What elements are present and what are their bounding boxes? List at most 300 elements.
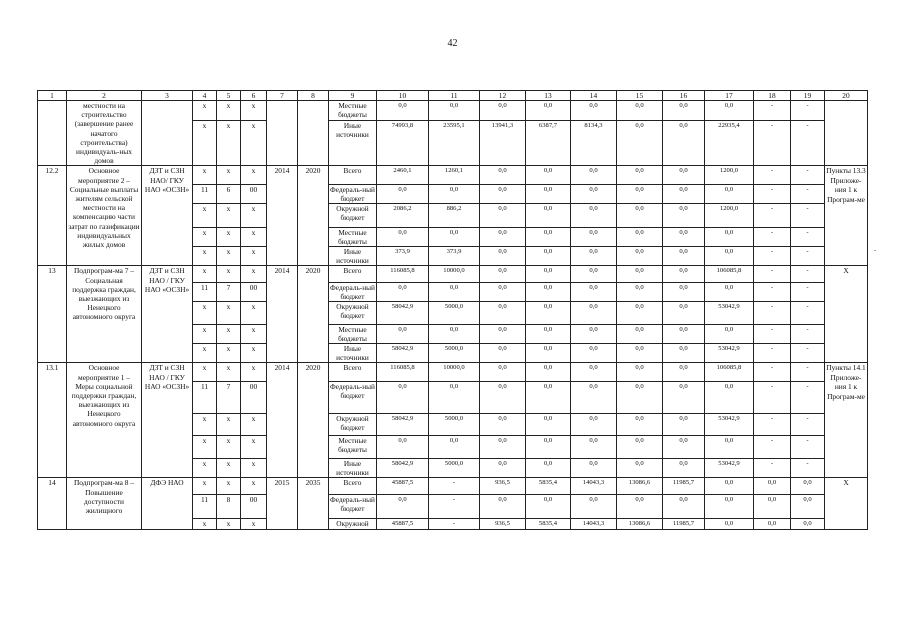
row-number: 12.2 — [38, 166, 67, 266]
margin-mark: . — [874, 244, 876, 253]
funding-source: Всего — [329, 266, 377, 283]
value-cell: 0,0 — [480, 436, 526, 459]
value-cell: - — [754, 166, 791, 185]
code-cell: 00 — [241, 495, 267, 519]
value-cell: - — [791, 363, 825, 382]
code-cell: 11 — [193, 382, 217, 414]
code-cell: 8 — [217, 495, 241, 519]
value-cell: 106085,8 — [705, 363, 754, 382]
funding-source: Федераль-ный бюджет — [330, 283, 375, 302]
value-cell: 0,0 — [754, 478, 791, 495]
value-cell: 0,0 — [571, 325, 617, 344]
value-cell: - — [791, 185, 825, 204]
value-cell: 0,0 — [526, 382, 571, 414]
column-header: 9 — [329, 91, 377, 101]
code-cell: x — [217, 204, 241, 228]
value-cell: 5000,0 — [429, 414, 480, 436]
value-cell: 0,0 — [429, 101, 480, 121]
funding-source: Всего — [329, 363, 377, 382]
code-cell: x — [241, 519, 267, 530]
code-cell: x — [241, 363, 267, 382]
value-cell: 0,0 — [571, 101, 617, 121]
value-cell: 0,0 — [480, 101, 526, 121]
value-cell: 936,5 — [480, 519, 526, 530]
value-cell: - — [791, 204, 825, 228]
value-cell: 0,0 — [663, 228, 705, 247]
code-cell: x — [193, 101, 217, 121]
value-cell: 0,0 — [617, 344, 663, 363]
column-header: 3 — [142, 91, 193, 101]
funding-source: Иные источники — [329, 247, 377, 266]
note-cell: Пункты 13.3 Приложе-ния 1 к Програм-ме — [825, 166, 868, 266]
code-cell: 7 — [217, 283, 241, 302]
value-cell: 0,0 — [526, 344, 571, 363]
value-cell: 0,0 — [663, 166, 705, 185]
value-cell: 0,0 — [571, 204, 617, 228]
value-cell: 10000,0 — [429, 363, 480, 382]
value-cell: - — [791, 166, 825, 185]
value-cell: 0,0 — [663, 283, 705, 302]
code-cell: x — [193, 247, 217, 266]
value-cell: 0,0 — [754, 495, 791, 519]
column-header: 10 — [377, 91, 429, 101]
code-cell: x — [217, 344, 241, 363]
value-cell: 58042,9 — [377, 414, 429, 436]
value-cell: - — [429, 495, 480, 519]
funding-source: Иные источники — [329, 459, 377, 478]
value-cell: 0,0 — [480, 495, 526, 519]
executor-cell: ДЗТ и СЗН НАО / ГКУ НАО «ОСЗН» — [142, 363, 193, 478]
value-cell: 22935,4 — [705, 120, 754, 166]
value-cell: 14043,3 — [571, 519, 617, 530]
value-cell: 0,0 — [429, 325, 480, 344]
code-cell: x — [217, 519, 241, 530]
value-cell: 0,0 — [429, 228, 480, 247]
code-cell: 11 — [193, 283, 217, 302]
value-cell: - — [791, 459, 825, 478]
value-cell: 0,0 — [791, 495, 825, 519]
value-cell: 0,0 — [617, 185, 663, 204]
executor-cell: ДЗТ и СЗН НАО/ ГКУ НАО «ОСЗН» — [142, 166, 193, 266]
value-cell: 0,0 — [705, 519, 754, 530]
value-cell: 0,0 — [571, 166, 617, 185]
row-description: Подпрограм-ма 7 – Социальная поддержка граждан, выезжающих из Ненецкого автономного округа — [67, 266, 142, 363]
column-header: 17 — [705, 91, 754, 101]
value-cell: 58042,9 — [377, 344, 429, 363]
code-cell: x — [193, 459, 217, 478]
value-cell: 0,0 — [571, 247, 617, 266]
value-cell: 0,0 — [617, 204, 663, 228]
code-cell: x — [241, 166, 267, 185]
value-cell: 58042,9 — [377, 302, 429, 325]
value-cell: 0,0 — [480, 363, 526, 382]
value-cell: 0,0 — [480, 344, 526, 363]
funding-source: Местные бюджеты — [329, 325, 377, 344]
value-cell: 23595,1 — [429, 120, 480, 166]
value-cell: - — [791, 302, 825, 325]
value-cell: 0,0 — [663, 459, 705, 478]
table-row — [38, 363, 868, 382]
value-cell: 0,0 — [663, 344, 705, 363]
value-cell: 8134,3 — [571, 120, 617, 166]
row-description: местности на строительство (завершение ранее начатого строительства) индивидуаль-ных домов — [67, 101, 142, 166]
column-header: 7 — [267, 91, 298, 101]
note-cell: Пункты 14.1 Приложе-ния 1 к Програм-ме — [825, 363, 868, 478]
value-cell: - — [791, 382, 825, 414]
code-cell: x — [217, 363, 241, 382]
code-cell: x — [193, 120, 217, 166]
funding-source: Федераль-ный бюджет — [329, 495, 377, 519]
table-row — [38, 101, 868, 121]
value-cell: 0,0 — [663, 302, 705, 325]
code-cell: 11 — [193, 495, 217, 519]
code-cell: x — [217, 325, 241, 344]
row-description: Подпрограм-ма 8 – Повышение доступности жилищного — [67, 478, 142, 530]
budget-table — [37, 90, 868, 530]
value-cell: 0,0 — [705, 382, 754, 414]
value-cell: 0,0 — [571, 363, 617, 382]
end-year: 2020 — [298, 166, 329, 266]
value-cell: 0,0 — [617, 325, 663, 344]
value-cell: - — [791, 101, 825, 121]
value-cell: 0,0 — [571, 495, 617, 519]
value-cell: 53042,9 — [705, 414, 754, 436]
value-cell: 0,0 — [377, 382, 429, 414]
code-cell: 6 — [217, 185, 241, 204]
value-cell: 0,0 — [663, 204, 705, 228]
value-cell: 0,0 — [571, 436, 617, 459]
code-cell: x — [241, 247, 267, 266]
value-cell: 0,0 — [617, 459, 663, 478]
value-cell: 0,0 — [663, 185, 705, 204]
code-cell: x — [217, 302, 241, 325]
value-cell: 0,0 — [377, 283, 429, 302]
value-cell: 0,0 — [617, 382, 663, 414]
value-cell: 0,0 — [617, 247, 663, 266]
value-cell: - — [754, 414, 791, 436]
row-number: 13.1 — [38, 363, 67, 478]
value-cell: 0,0 — [663, 363, 705, 382]
value-cell: 0,0 — [791, 478, 825, 495]
value-cell: - — [791, 344, 825, 363]
value-cell: - — [754, 459, 791, 478]
row-description: Основное мероприятие 1 – Меры социальной поддержки граждан, выезжающих из Ненецкого автономного округа — [67, 363, 142, 478]
value-cell: 0,0 — [429, 436, 480, 459]
value-cell: 0,0 — [617, 101, 663, 121]
executor-cell: ДЗТ и СЗН НАО / ГКУ НАО «ОСЗН» — [142, 266, 193, 363]
column-header: 18 — [754, 91, 791, 101]
value-cell: 53042,9 — [705, 302, 754, 325]
code-cell: x — [241, 325, 267, 344]
value-cell: 0,0 — [705, 478, 754, 495]
value-cell: 0,0 — [571, 344, 617, 363]
start-year: 2014 — [267, 266, 298, 363]
note-cell — [825, 101, 868, 166]
code-cell: x — [193, 414, 217, 436]
code-cell: x — [193, 478, 217, 495]
value-cell: 0,0 — [480, 228, 526, 247]
funding-source: Местные бюджеты — [329, 228, 377, 247]
value-cell: - — [429, 519, 480, 530]
value-cell: 0,0 — [480, 166, 526, 185]
value-cell: - — [754, 344, 791, 363]
value-cell: 0,0 — [663, 325, 705, 344]
column-header: 11 — [429, 91, 480, 101]
code-cell: x — [193, 519, 217, 530]
value-cell: 106085,8 — [705, 266, 754, 283]
value-cell: 6387,7 — [526, 120, 571, 166]
value-cell: 13086,6 — [617, 519, 663, 530]
value-cell: 1200,0 — [705, 166, 754, 185]
code-cell: x — [193, 325, 217, 344]
value-cell: 0,0 — [429, 382, 480, 414]
value-cell: - — [754, 363, 791, 382]
code-cell: x — [217, 101, 241, 121]
value-cell: - — [791, 228, 825, 247]
row-number: 14 — [38, 478, 67, 530]
code-cell: x — [241, 344, 267, 363]
value-cell: 116085,8 — [377, 363, 429, 382]
column-header: 4 — [193, 91, 217, 101]
code-cell: x — [193, 204, 217, 228]
value-cell: 0,0 — [480, 247, 526, 266]
code-cell: x — [193, 363, 217, 382]
code-cell: x — [217, 228, 241, 247]
column-header: 20 — [825, 91, 868, 101]
code-cell: x — [193, 436, 217, 459]
start-year: 2015 — [267, 478, 298, 530]
value-cell: 0,0 — [791, 519, 825, 530]
executor-cell: ДФЭ НАО — [142, 478, 193, 530]
value-cell: 5835,4 — [526, 478, 571, 495]
value-cell: - — [791, 436, 825, 459]
code-cell: x — [241, 302, 267, 325]
funding-source: Иные источники — [329, 344, 377, 363]
code-cell: x — [241, 204, 267, 228]
value-cell: 5000,0 — [429, 302, 480, 325]
funding-source: Окружной бюджет — [329, 204, 377, 228]
code-cell: x — [241, 266, 267, 283]
value-cell: 0,0 — [526, 228, 571, 247]
value-cell: 5000,0 — [429, 459, 480, 478]
value-cell: 0,0 — [526, 436, 571, 459]
funding-source: Федераль-ный бюджет — [329, 382, 377, 414]
value-cell: 0,0 — [526, 302, 571, 325]
value-cell: 0,0 — [526, 166, 571, 185]
value-cell: 0,0 — [571, 266, 617, 283]
funding-source: Окружной бюджет — [329, 414, 377, 436]
value-cell: 0,0 — [617, 283, 663, 302]
code-cell: x — [217, 414, 241, 436]
value-cell: 13086,6 — [617, 478, 663, 495]
value-cell: 0,0 — [663, 247, 705, 266]
code-cell: x — [241, 101, 267, 121]
column-header: 6 — [241, 91, 267, 101]
value-cell: 0,0 — [571, 283, 617, 302]
value-cell: 0,0 — [705, 228, 754, 247]
value-cell: 0,0 — [617, 166, 663, 185]
value-cell: - — [429, 478, 480, 495]
column-header: 19 — [791, 91, 825, 101]
column-header: 5 — [217, 91, 241, 101]
column-header: 16 — [663, 91, 705, 101]
code-cell: x — [193, 302, 217, 325]
table-row — [38, 266, 868, 283]
funding-source: Всего — [329, 478, 377, 495]
value-cell: 0,0 — [663, 120, 705, 166]
value-cell: 0,0 — [663, 414, 705, 436]
value-cell: 0,0 — [617, 363, 663, 382]
value-cell: 0,0 — [617, 414, 663, 436]
code-cell: x — [217, 120, 241, 166]
table-row — [38, 166, 868, 185]
value-cell: 58042,9 — [377, 459, 429, 478]
value-cell: 45887,5 — [377, 478, 429, 495]
row-description: Основное мероприятие 2 – Социальные выплаты жителям сельской местности на компенсацию части затрат по газификации индивидуальных жилых домов — [67, 166, 142, 266]
value-cell: 373,9 — [429, 247, 480, 266]
value-cell: 0,0 — [571, 459, 617, 478]
funding-source: Всего — [329, 166, 377, 185]
value-cell: 0,0 — [526, 283, 571, 302]
value-cell: - — [754, 120, 791, 166]
value-cell: 11985,7 — [663, 519, 705, 530]
value-cell: - — [754, 228, 791, 247]
value-cell: 2460,1 — [377, 166, 429, 185]
value-cell: 0,0 — [526, 101, 571, 121]
value-cell: - — [791, 266, 825, 283]
code-cell: x — [193, 266, 217, 283]
value-cell: 0,0 — [571, 185, 617, 204]
value-cell: 0,0 — [617, 495, 663, 519]
value-cell: 0,0 — [480, 302, 526, 325]
value-cell: - — [754, 185, 791, 204]
value-cell: 53042,9 — [705, 459, 754, 478]
code-cell: 7 — [217, 382, 241, 414]
end-year: 2020 — [298, 363, 329, 478]
value-cell: 0,0 — [377, 495, 429, 519]
value-cell: 2086,2 — [377, 204, 429, 228]
value-cell: 0,0 — [663, 495, 705, 519]
value-cell: 116085,8 — [377, 266, 429, 283]
funding-source: Иные источники — [329, 120, 377, 166]
value-cell: 0,0 — [526, 266, 571, 283]
row-number: 13 — [38, 266, 67, 363]
code-cell: x — [241, 228, 267, 247]
value-cell: 936,5 — [480, 478, 526, 495]
value-cell: 0,0 — [705, 185, 754, 204]
value-cell: - — [754, 247, 791, 266]
note-cell: Х — [825, 478, 868, 530]
code-cell: 00 — [241, 382, 267, 414]
value-cell: 0,0 — [571, 302, 617, 325]
funding-source: Окружной — [329, 519, 377, 530]
code-cell: x — [217, 166, 241, 185]
code-cell: x — [217, 478, 241, 495]
value-cell: 0,0 — [526, 204, 571, 228]
value-cell: 0,0 — [663, 101, 705, 121]
table-row — [38, 478, 868, 495]
value-cell: 0,0 — [480, 283, 526, 302]
funding-source: Местные бюджеты — [329, 101, 377, 121]
value-cell: 5000,0 — [429, 344, 480, 363]
code-cell: x — [217, 247, 241, 266]
value-cell: 0,0 — [705, 325, 754, 344]
header-row — [38, 91, 868, 101]
value-cell: - — [754, 266, 791, 283]
value-cell: - — [791, 325, 825, 344]
start-year — [267, 101, 298, 166]
value-cell: 11985,7 — [663, 478, 705, 495]
column-header: 15 — [617, 91, 663, 101]
value-cell: 0,0 — [480, 266, 526, 283]
column-header: 8 — [298, 91, 329, 101]
value-cell: 0,0 — [617, 266, 663, 283]
value-cell: 0,0 — [617, 436, 663, 459]
column-header: 14 — [571, 91, 617, 101]
funding-source: Окружной бюджет — [329, 302, 377, 325]
column-header: 1 — [38, 91, 67, 101]
code-cell: 00 — [241, 283, 267, 302]
value-cell: 45887,5 — [377, 519, 429, 530]
value-cell: 1260,1 — [429, 166, 480, 185]
value-cell: 0,0 — [617, 228, 663, 247]
note-cell: Х — [825, 266, 868, 363]
value-cell: - — [754, 283, 791, 302]
value-cell: - — [791, 120, 825, 166]
value-cell: - — [791, 414, 825, 436]
value-cell: 0,0 — [480, 325, 526, 344]
code-cell: 11 — [193, 185, 217, 204]
value-cell: - — [791, 247, 825, 266]
value-cell: - — [754, 382, 791, 414]
end-year — [298, 101, 329, 166]
value-cell: 0,0 — [705, 283, 754, 302]
page-number: 42 — [447, 38, 458, 49]
value-cell: 0,0 — [526, 414, 571, 436]
value-cell: 0,0 — [571, 228, 617, 247]
value-cell: 886,2 — [429, 204, 480, 228]
value-cell: 0,0 — [663, 382, 705, 414]
code-cell: x — [217, 459, 241, 478]
code-cell: 00 — [241, 185, 267, 204]
value-cell: 0,0 — [377, 228, 429, 247]
value-cell: 0,0 — [526, 459, 571, 478]
value-cell: 14043,3 — [571, 478, 617, 495]
code-cell: x — [241, 436, 267, 459]
value-cell: 0,0 — [526, 185, 571, 204]
value-cell: 0,0 — [663, 266, 705, 283]
code-cell: x — [241, 414, 267, 436]
value-cell: - — [754, 302, 791, 325]
value-cell: 0,0 — [617, 120, 663, 166]
value-cell: 0,0 — [480, 414, 526, 436]
value-cell: 0,0 — [617, 302, 663, 325]
start-year: 2014 — [267, 363, 298, 478]
executor-cell — [142, 101, 193, 166]
end-year: 2020 — [298, 266, 329, 363]
value-cell: - — [754, 204, 791, 228]
code-cell: x — [193, 166, 217, 185]
value-cell: 0,0 — [705, 436, 754, 459]
value-cell: 1200,0 — [705, 204, 754, 228]
value-cell: 0,0 — [663, 436, 705, 459]
start-year: 2014 — [267, 166, 298, 266]
value-cell: 373,9 — [377, 247, 429, 266]
code-cell: x — [241, 478, 267, 495]
value-cell: 0,0 — [705, 495, 754, 519]
code-cell: x — [217, 266, 241, 283]
funding-source: Местные бюджеты — [329, 436, 377, 459]
